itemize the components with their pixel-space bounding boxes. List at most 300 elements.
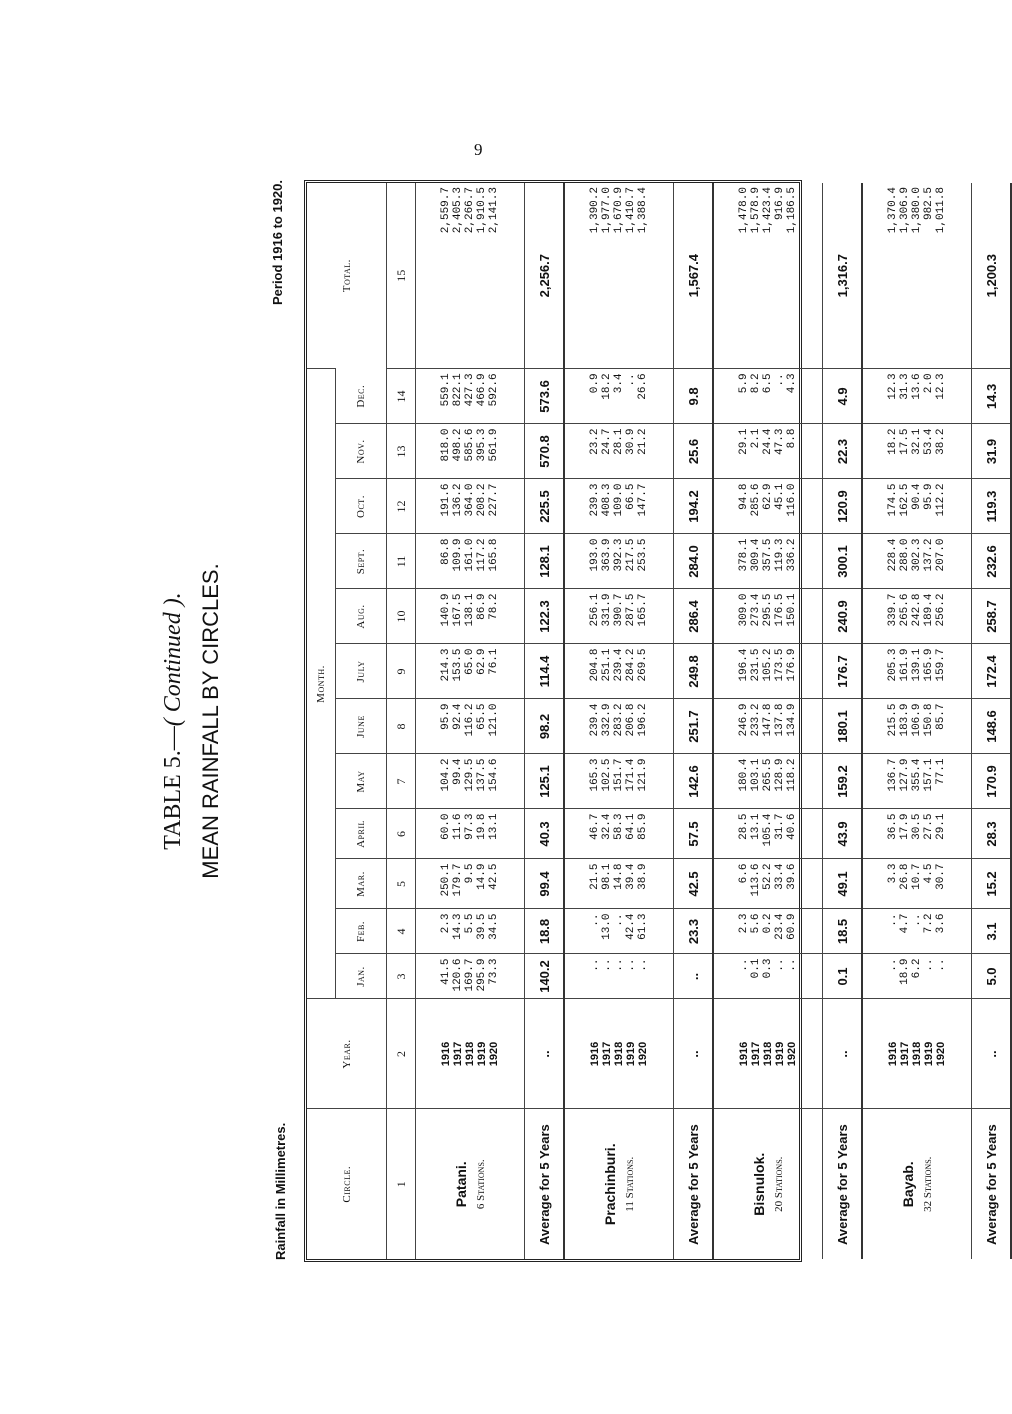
rainfall-value: 47.3: [774, 428, 786, 455]
rainfall-value: 193.0: [589, 538, 601, 572]
average-value: 284.0: [674, 534, 714, 589]
average-row: [823, 183, 863, 1259]
rotated-page: [150, 180, 999, 1262]
rainfall-value: 295.5: [762, 593, 774, 627]
rainfall-table-frame: [304, 180, 999, 1262]
average-value: 573.6: [525, 369, 565, 424]
year-value: 1916: [887, 1041, 899, 1067]
rainfall-value: 34.5: [488, 913, 500, 940]
average-years-text: Years: [834, 1124, 850, 1159]
rainfall-value: 85.9: [637, 813, 649, 840]
rainfall-value: 21.5: [589, 863, 601, 890]
year-value: 1919: [625, 1041, 637, 1067]
average-label: [674, 1109, 714, 1259]
total-value: 2,266.7: [464, 187, 476, 234]
rainfall-value: 139.1: [911, 648, 923, 682]
month-values: [862, 644, 972, 699]
total-value: 1,380.0: [911, 187, 923, 234]
rainfall-value: 92.4: [452, 703, 464, 730]
total-value: 1,388.4: [637, 187, 649, 234]
rainfall-value: 7.2: [923, 913, 935, 934]
year-value: 1918: [762, 1041, 774, 1067]
rainfall-value: 117.2: [476, 538, 488, 572]
rainfall-value: ..: [887, 958, 899, 972]
total-value: 1,670.9: [613, 187, 625, 234]
average-value: 240.9: [823, 589, 863, 644]
rainfall-value: 103.1: [750, 758, 762, 792]
rainfall-value: 23.4: [774, 913, 786, 940]
average-label-text: Average for: [685, 1173, 701, 1245]
rainfall-value: 94.8: [738, 483, 750, 510]
total-value: 1,011.8: [935, 187, 947, 234]
rainfall-value: 339.7: [887, 593, 899, 627]
rainfall-value: 427.3: [464, 373, 476, 407]
rainfall-value: 309.4: [750, 538, 762, 572]
average-value: 114.4: [525, 644, 565, 699]
month-header-cell: Sept.: [336, 534, 387, 589]
rainfall-value: ..: [738, 958, 750, 972]
average-value: 142.6: [674, 754, 714, 809]
rainfall-value: 17.5: [899, 428, 911, 455]
rainfall-value: 246.9: [738, 703, 750, 737]
column-number: 2: [387, 999, 416, 1109]
rainfall-value: 26.6: [637, 373, 649, 400]
month-values: [862, 809, 972, 859]
average-value: 40.3: [525, 809, 565, 859]
rainfall-value: 165.3: [589, 758, 601, 792]
average-value: 300.1: [823, 534, 863, 589]
rainfall-value: 395.3: [476, 428, 488, 462]
rainfall-value: 90.4: [911, 483, 923, 510]
average-label-text: Average for: [983, 1173, 999, 1245]
average-value: 43.9: [823, 809, 863, 859]
circle-data-row: [564, 183, 674, 1259]
rainfall-value: 157.1: [923, 758, 935, 792]
page-number: 9: [474, 140, 483, 159]
total-value: 1,370.4: [887, 187, 899, 234]
rainfall-value: 165.9: [923, 648, 935, 682]
average-value: 159.2: [823, 754, 863, 809]
rainfall-value: 105.4: [762, 813, 774, 847]
year-value: 1917: [899, 1041, 911, 1067]
average-value: 172.4: [972, 644, 1012, 699]
month-values: [862, 754, 972, 809]
rainfall-value: 150.8: [923, 703, 935, 737]
average-value: 28.3: [972, 809, 1012, 859]
rainfall-value: 14.9: [476, 863, 488, 890]
rainfall-value: 231.5: [750, 648, 762, 682]
rainfall-value: 196.4: [738, 648, 750, 682]
rainfall-value: 392.3: [613, 538, 625, 572]
rainfall-value: 285.6: [750, 483, 762, 517]
month-header-cell: April: [336, 809, 387, 859]
total-values: [862, 183, 972, 369]
rainfall-value: ..: [887, 913, 899, 927]
rainfall-value: 76.1: [488, 648, 500, 675]
month-values: [713, 954, 823, 999]
rainfall-value: 109.9: [452, 538, 464, 572]
rainfall-value: 9.5: [464, 863, 476, 884]
average-value: 22.3: [823, 424, 863, 479]
average-value: 119.3: [972, 479, 1012, 534]
rainfall-value: 73.3: [488, 958, 500, 985]
rainfall-value: 161.0: [464, 538, 476, 572]
average-value: 0.1: [823, 954, 863, 999]
month-values: [564, 424, 674, 479]
rainfall-value: ..: [911, 913, 923, 927]
rainfall-value: 60.9: [786, 913, 798, 940]
rainfall-value: 105.2: [762, 648, 774, 682]
rainfall-value: 140.9: [440, 593, 452, 627]
rainfall-value: ..: [613, 958, 625, 972]
rainfall-value: 36.5: [887, 813, 899, 840]
month-values: [713, 369, 823, 424]
rainfall-value: 85.7: [935, 703, 947, 730]
rainfall-value: ..: [613, 913, 625, 927]
rainfall-value: 5.5: [464, 913, 476, 934]
average-value: 57.5: [674, 809, 714, 859]
rainfall-value: 183.9: [899, 703, 911, 737]
average-value: 170.9: [972, 754, 1012, 809]
rainfall-value: 62.9: [476, 648, 488, 675]
rainfall-value: 2.0: [923, 373, 935, 394]
rainfall-value: 29.1: [935, 813, 947, 840]
rainfall-value: 265.6: [899, 593, 911, 627]
average-value: 176.7: [823, 644, 863, 699]
rainfall-value: 106.9: [911, 703, 923, 737]
rainfall-value: 287.5: [625, 593, 637, 627]
column-number: 13: [387, 424, 416, 479]
column-number: 3: [387, 954, 416, 999]
rainfall-value: 215.5: [887, 703, 899, 737]
month-values: [713, 479, 823, 534]
month-values: [564, 754, 674, 809]
rainfall-value: 2.1: [750, 428, 762, 449]
average-row: [674, 183, 714, 1259]
rainfall-value: 40.6: [786, 813, 798, 840]
average-total: 2,256.7: [525, 183, 565, 369]
month-values: [862, 424, 972, 479]
rainfall-value: 78.2: [488, 593, 500, 620]
rainfall-value: 24.4: [762, 428, 774, 455]
month-values: [416, 479, 525, 534]
circle-cell: [564, 1109, 674, 1259]
average-value: 18.5: [823, 909, 863, 954]
rainfall-value: 137.8: [774, 703, 786, 737]
month-values: [713, 534, 823, 589]
month-values: [564, 809, 674, 859]
total-values: [416, 183, 525, 369]
rainfall-value: 41.5: [440, 958, 452, 985]
circle-stations: 20 Stations.: [773, 1156, 785, 1212]
year-value: 1919: [774, 1041, 786, 1067]
average-label: [972, 1109, 1012, 1259]
rainfall-value: 77.1: [935, 758, 947, 785]
month-values: [862, 369, 972, 424]
average-value: 99.4: [525, 859, 565, 909]
circle-stations: 11 Stations.: [624, 1156, 636, 1212]
rainfall-value: 116.2: [464, 703, 476, 737]
rainfall-value: 13.1: [750, 813, 762, 840]
total-value: 1,478.0: [738, 187, 750, 234]
month-values: [713, 699, 823, 754]
month-values: [713, 754, 823, 809]
rainfall-value: 65.0: [464, 648, 476, 675]
rainfall-value: 39.4: [625, 863, 637, 890]
rainfall-value: 42.5: [488, 863, 500, 890]
rainfall-value: 217.5: [625, 538, 637, 572]
year-value: 1916: [738, 1041, 750, 1067]
month-values: [862, 859, 972, 909]
rainfall-value: 17.9: [899, 813, 911, 840]
rainfall-value: 239.4: [613, 648, 625, 682]
average-five: 5: [536, 1162, 552, 1170]
circle-name: Bayab.: [900, 1161, 916, 1208]
total-value: 1,578.9: [750, 187, 762, 234]
rainfall-value: 153.5: [452, 648, 464, 682]
rainfall-value: 31.3: [899, 373, 911, 400]
rainfall-value: 4.5: [923, 863, 935, 884]
average-five: 5: [834, 1162, 850, 1170]
rainfall-value: 288.0: [899, 538, 911, 572]
rainfall-value: 10.7: [911, 863, 923, 890]
rainfall-value: 561.9: [488, 428, 500, 462]
column-number: 6: [387, 809, 416, 859]
rainfall-value: 228.4: [887, 538, 899, 572]
rainfall-value: 171.4: [625, 758, 637, 792]
average-value: 18.8: [525, 909, 565, 954]
month-values: [416, 369, 525, 424]
rainfall-value: 4.3: [786, 373, 798, 394]
total-value: 2,559.7: [440, 187, 452, 234]
month-header-cell: Feb.: [336, 909, 387, 954]
rainfall-value: 134.9: [786, 703, 798, 737]
month-values: [416, 809, 525, 859]
month-values: [416, 589, 525, 644]
column-number: 15: [387, 183, 416, 369]
circle-name: Prachinburi.: [602, 1143, 618, 1226]
rainfall-value: 196.2: [637, 703, 649, 737]
average-value: 49.1: [823, 859, 863, 909]
rainfall-value: 3.6: [935, 913, 947, 934]
year-value: 1917: [452, 1041, 464, 1067]
rainfall-value: 6.5: [762, 373, 774, 394]
rainfall-value: 6.6: [738, 863, 750, 884]
rainfall-value: 284.2: [625, 648, 637, 682]
year-list: [713, 999, 823, 1109]
circle-name: Patani.: [453, 1161, 469, 1208]
average-value: 180.1: [823, 699, 863, 754]
rainfall-value: 239.4: [589, 703, 601, 737]
rainfall-value: 585.6: [464, 428, 476, 462]
rainfall-value: 26.8: [899, 863, 911, 890]
rainfall-value: 390.7: [613, 593, 625, 627]
rainfall-value: 162.5: [899, 483, 911, 517]
rainfall-value: ..: [774, 373, 786, 387]
year-header: Year.: [307, 999, 387, 1109]
rainfall-value: 53.4: [923, 428, 935, 455]
rainfall-value: ..: [601, 958, 613, 972]
total-value: 1,910.5: [476, 187, 488, 234]
rainfall-value: ..: [589, 913, 601, 927]
rainfall-value: 136.2: [452, 483, 464, 517]
total-value: 1,306.9: [899, 187, 911, 234]
month-header-cell: July: [336, 644, 387, 699]
rainfall-value: 18.2: [601, 373, 613, 400]
rainfall-value: 18.9: [899, 958, 911, 985]
rainfall-value: 302.3: [911, 538, 923, 572]
average-years-text: Years: [536, 1124, 552, 1159]
rainfall-value: 174.5: [887, 483, 899, 517]
month-header-cell: June: [336, 699, 387, 754]
rainfall-value: 138.1: [464, 593, 476, 627]
rainfall-value: 331.9: [601, 593, 613, 627]
circle-stations: 6 Stations.: [475, 1159, 487, 1210]
rainfall-table-body: [387, 183, 1012, 1259]
month-values: [713, 589, 823, 644]
rainfall-value: 23.2: [589, 428, 601, 455]
rainfall-value: 214.3: [440, 648, 452, 682]
rainfall-value: 128.9: [774, 758, 786, 792]
total-value: 1,977.0: [601, 187, 613, 234]
rainfall-value: 39.6: [786, 863, 798, 890]
average-label: [525, 1109, 565, 1259]
circle-header: Circle.: [307, 1109, 387, 1259]
column-number: 5: [387, 859, 416, 909]
rainfall-value: 95.9: [923, 483, 935, 510]
rainfall-value: 269.5: [637, 648, 649, 682]
month-header-cell: Oct.: [336, 479, 387, 534]
average-total: 1,200.3: [972, 183, 1012, 369]
month-values: [862, 534, 972, 589]
month-values: [862, 909, 972, 954]
average-value: 140.2: [525, 954, 565, 999]
rainfall-value: 408.3: [601, 483, 613, 517]
column-number: 4: [387, 909, 416, 954]
rainfall-value: 109.0: [613, 483, 625, 517]
month-values: [564, 589, 674, 644]
rainfall-value: 42.4: [625, 913, 637, 940]
rainfall-value: 818.0: [440, 428, 452, 462]
rainfall-value: 498.2: [452, 428, 464, 462]
rainfall-value: 0.3: [762, 958, 774, 979]
year-value: 1919: [923, 1041, 935, 1067]
rainfall-value: 559.1: [440, 373, 452, 407]
rainfall-value: 206.8: [625, 703, 637, 737]
rainfall-value: 154.6: [488, 758, 500, 792]
year-value: 1918: [911, 1041, 923, 1067]
rainfall-value: 32.4: [601, 813, 613, 840]
rainfall-value: 28.5: [738, 813, 750, 840]
month-values: [416, 859, 525, 909]
rainfall-value: 332.9: [601, 703, 613, 737]
rainfall-value: 121.0: [488, 703, 500, 737]
average-total: 1,567.4: [674, 183, 714, 369]
rainfall-value: 295.9: [476, 958, 488, 992]
rainfall-value: 61.3: [637, 913, 649, 940]
year-value: 1920: [637, 1041, 649, 1067]
column-number: 9: [387, 644, 416, 699]
rainfall-value: 13.1: [488, 813, 500, 840]
column-numbers-row: [387, 183, 416, 1259]
average-value: 258.7: [972, 589, 1012, 644]
rainfall-value: 251.1: [601, 648, 613, 682]
rainfall-value: 46.7: [589, 813, 601, 840]
rainfall-value: ..: [786, 958, 798, 972]
average-five: 5: [983, 1162, 999, 1170]
month-values: [416, 909, 525, 954]
rainfall-value: 64.1: [625, 813, 637, 840]
average-value: 249.8: [674, 644, 714, 699]
unit-note: Rainfall in Millimetres.: [273, 1122, 288, 1260]
rainfall-value: 129.5: [464, 758, 476, 792]
rainfall-value: 355.4: [911, 758, 923, 792]
rainfall-value: 159.7: [935, 648, 947, 682]
average-label-text: Average for: [536, 1173, 552, 1245]
circle-data-row: [862, 183, 972, 1259]
rainfall-value: 179.7: [452, 863, 464, 897]
table-subtitle: MEAN RAINFALL BY CIRCLES.: [198, 563, 223, 879]
rainfall-value: 28.1: [613, 428, 625, 455]
rainfall-value: 18.2: [887, 428, 899, 455]
rainfall-value: ..: [935, 958, 947, 972]
rainfall-value: ..: [589, 958, 601, 972]
rainfall-value: 256.2: [935, 593, 947, 627]
rainfall-value: 8.8: [786, 428, 798, 449]
total-values: [713, 183, 823, 369]
rainfall-value: 29.1: [738, 428, 750, 455]
month-values: [862, 954, 972, 999]
rainfall-value: 95.9: [440, 703, 452, 730]
rainfall-value: 13.6: [911, 373, 923, 400]
column-number: 10: [387, 589, 416, 644]
year-value: 1918: [464, 1041, 476, 1067]
rainfall-value: 12.3: [935, 373, 947, 400]
rainfall-value: 189.4: [923, 593, 935, 627]
year-value: 1917: [601, 1041, 613, 1067]
rainfall-value: 336.2: [786, 538, 798, 572]
average-value: 232.6: [972, 534, 1012, 589]
average-value: 31.9: [972, 424, 1012, 479]
rainfall-value: 165.7: [637, 593, 649, 627]
rainfall-value: 0.1: [750, 958, 762, 979]
rainfall-value: 66.5: [625, 483, 637, 510]
rainfall-value: 32.1: [911, 428, 923, 455]
month-values: [416, 754, 525, 809]
month-values: [862, 589, 972, 644]
rainfall-value: 2.3: [738, 913, 750, 934]
average-value: 251.7: [674, 699, 714, 754]
year-value: 1917: [750, 1041, 762, 1067]
rainfall-value: 265.5: [762, 758, 774, 792]
year-value: 1916: [589, 1041, 601, 1067]
rainfall-value: 150.1: [786, 593, 798, 627]
rainfall-value: 180.4: [738, 758, 750, 792]
rainfall-value: 30.7: [935, 863, 947, 890]
rainfall-value: 6.2: [911, 958, 923, 979]
rainfall-value: 30.5: [911, 813, 923, 840]
total-header: Total.: [307, 183, 387, 369]
average-total: 1,316.7: [823, 183, 863, 369]
average-value: 122.3: [525, 589, 565, 644]
rainfall-value: 2.3: [440, 913, 452, 934]
average-dots: ..: [972, 999, 1012, 1109]
rainfall-value: 137.5: [476, 758, 488, 792]
month-values: [564, 954, 674, 999]
rainfall-value: 161.9: [899, 648, 911, 682]
rainfall-value: 208.2: [476, 483, 488, 517]
month-values: [416, 954, 525, 999]
